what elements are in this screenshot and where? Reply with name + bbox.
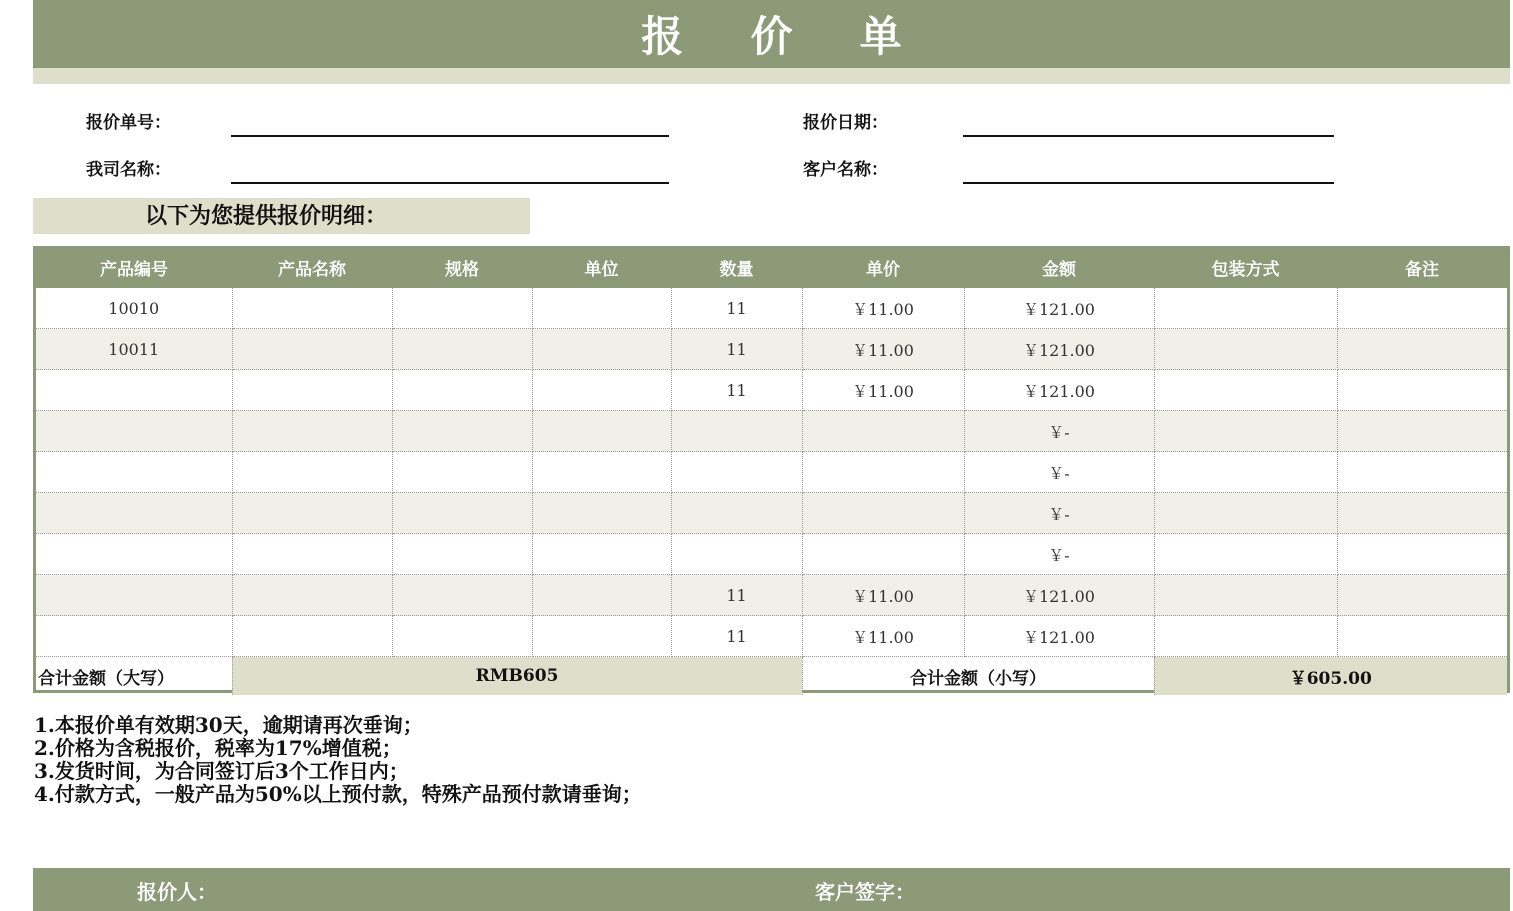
table-cell[interactable] [232, 616, 392, 657]
table-cell[interactable] [802, 452, 964, 493]
table-row [36, 616, 1507, 657]
table-cell[interactable] [392, 329, 532, 370]
table-row [36, 493, 1507, 534]
table-cell[interactable]: 11 [671, 288, 802, 329]
table-cell[interactable] [36, 493, 232, 534]
total-lower-label: 合计金额（小写） [802, 657, 1154, 696]
column-header: 产品名称 [232, 246, 392, 288]
quoter-label: 报价人： [137, 880, 217, 904]
table-row [36, 575, 1507, 616]
company-name-label: 我司名称： [86, 160, 171, 180]
table-cell[interactable] [1337, 452, 1507, 493]
total-upper-label: 合计金额（大写） [36, 657, 232, 696]
table-cell[interactable] [232, 534, 392, 575]
quote-date-field[interactable] [963, 135, 1334, 137]
table-cell[interactable] [671, 493, 802, 534]
customer-signature-label: 客户签字： [815, 880, 915, 904]
table-cell[interactable]: ￥- [964, 452, 1154, 493]
table-cell[interactable]: 10011 [36, 329, 232, 370]
table-cell[interactable] [232, 493, 392, 534]
quote-date-label: 报价日期： [803, 113, 888, 133]
quote-number-field[interactable] [231, 135, 669, 137]
total-upper-value[interactable]: RMB605 [232, 657, 802, 696]
table-cell[interactable] [671, 411, 802, 452]
quote-number-label: 报价单号： [86, 113, 171, 133]
table-row [36, 452, 1507, 493]
table-cell[interactable] [1154, 329, 1337, 370]
table-cell[interactable]: 11 [671, 370, 802, 411]
table-cell[interactable] [36, 452, 232, 493]
table-cell[interactable]: 11 [671, 616, 802, 657]
table-cell[interactable] [1154, 616, 1337, 657]
table-cell[interactable]: ￥121.00 [964, 575, 1154, 616]
table-cell[interactable] [802, 493, 964, 534]
table-cell[interactable] [532, 370, 671, 411]
table-cell[interactable] [1337, 616, 1507, 657]
table-cell[interactable] [532, 452, 671, 493]
table-cell[interactable] [392, 370, 532, 411]
table-cell[interactable]: ￥121.00 [964, 370, 1154, 411]
column-header: 产品编号 [36, 246, 232, 288]
table-cell[interactable] [232, 370, 392, 411]
table-cell[interactable]: ￥11.00 [802, 575, 964, 616]
table-cell[interactable]: 11 [671, 329, 802, 370]
table-cell[interactable] [392, 575, 532, 616]
title-underband [33, 68, 1510, 84]
column-header: 单位 [532, 246, 671, 288]
column-header: 规格 [392, 246, 532, 288]
table-cell[interactable] [1337, 493, 1507, 534]
table-cell[interactable]: ￥11.00 [802, 370, 964, 411]
title-bar [33, 0, 1510, 68]
table-cell[interactable]: ￥- [964, 493, 1154, 534]
table-cell[interactable]: ￥121.00 [964, 616, 1154, 657]
table-cell[interactable] [532, 616, 671, 657]
table-cell[interactable] [532, 534, 671, 575]
customer-name-label: 客户名称： [803, 160, 888, 180]
table-cell[interactable] [232, 411, 392, 452]
table-cell[interactable] [1337, 288, 1507, 329]
table-cell[interactable] [802, 411, 964, 452]
terms-notes [34, 714, 642, 806]
table-cell[interactable]: 10010 [36, 288, 232, 329]
table-cell[interactable] [1337, 370, 1507, 411]
table-cell[interactable]: ￥11.00 [802, 288, 964, 329]
table-cell[interactable] [232, 329, 392, 370]
table-cell[interactable] [232, 452, 392, 493]
total-row [36, 657, 1507, 696]
table-cell[interactable]: ￥121.00 [964, 288, 1154, 329]
table-cell[interactable] [1337, 411, 1507, 452]
column-header: 数量 [671, 246, 802, 288]
table-cell[interactable] [1154, 534, 1337, 575]
table-cell[interactable] [532, 493, 671, 534]
company-name-field[interactable] [231, 182, 669, 184]
table-row [36, 534, 1507, 575]
table-row [36, 329, 1507, 370]
table-cell[interactable]: 11 [671, 575, 802, 616]
table-cell[interactable]: ￥11.00 [802, 616, 964, 657]
quote-table [33, 246, 1510, 693]
table-cell[interactable]: ￥- [964, 534, 1154, 575]
table-cell[interactable] [1154, 493, 1337, 534]
page-title: 报价单 [641, 12, 969, 61]
table-cell[interactable] [36, 575, 232, 616]
table-cell[interactable] [532, 575, 671, 616]
column-header: 包装方式 [1154, 246, 1337, 288]
table-cell[interactable] [232, 575, 392, 616]
detail-intro: 以下为您提供报价明细： [33, 198, 530, 234]
table-cell[interactable] [1154, 575, 1337, 616]
signature-bar [33, 868, 1510, 911]
table-cell[interactable]: ￥11.00 [802, 329, 964, 370]
table-cell[interactable] [392, 616, 532, 657]
table-cell[interactable] [392, 288, 532, 329]
table-cell[interactable] [671, 534, 802, 575]
table-cell[interactable] [532, 329, 671, 370]
table-cell[interactable] [36, 534, 232, 575]
table-row [36, 288, 1507, 329]
table-cell[interactable] [392, 452, 532, 493]
column-header: 备注 [1337, 246, 1507, 288]
table-cell[interactable]: ￥121.00 [964, 329, 1154, 370]
table-cell[interactable] [532, 288, 671, 329]
table-cell[interactable] [392, 411, 532, 452]
table-cell[interactable] [532, 411, 671, 452]
table-cell[interactable] [1154, 411, 1337, 452]
table-cell[interactable] [671, 452, 802, 493]
table-cell[interactable] [36, 411, 232, 452]
table-cell[interactable] [36, 370, 232, 411]
note-item: 3.发货时间，为合同签订后3个工作日内； [34, 759, 409, 783]
table-cell[interactable] [392, 493, 532, 534]
table-cell[interactable] [1337, 534, 1507, 575]
table-cell[interactable] [36, 616, 232, 657]
table-row [36, 411, 1507, 452]
table-cell[interactable] [1154, 288, 1337, 329]
total-lower-value[interactable]: ￥605.00 [1154, 657, 1507, 696]
note-item: 4.付款方式，一般产品为50%以上预付款，特殊产品预付款请垂询； [34, 782, 642, 806]
note-item: 1.本报价单有效期30天，逾期请再次垂询； [34, 713, 423, 737]
table-header-row [36, 246, 1507, 288]
table-cell[interactable] [802, 534, 964, 575]
table-cell[interactable] [1337, 329, 1507, 370]
column-header: 金额 [964, 246, 1154, 288]
table-cell[interactable] [392, 534, 532, 575]
table-cell[interactable] [232, 288, 392, 329]
note-item: 2.价格为含税报价，税率为17%增值税； [34, 736, 402, 760]
table-cell[interactable]: ￥- [964, 411, 1154, 452]
table-row [36, 370, 1507, 411]
table-cell[interactable] [1154, 452, 1337, 493]
customer-name-field[interactable] [963, 182, 1334, 184]
table-cell[interactable] [1154, 370, 1337, 411]
table-cell[interactable] [1337, 575, 1507, 616]
column-header: 单价 [802, 246, 964, 288]
